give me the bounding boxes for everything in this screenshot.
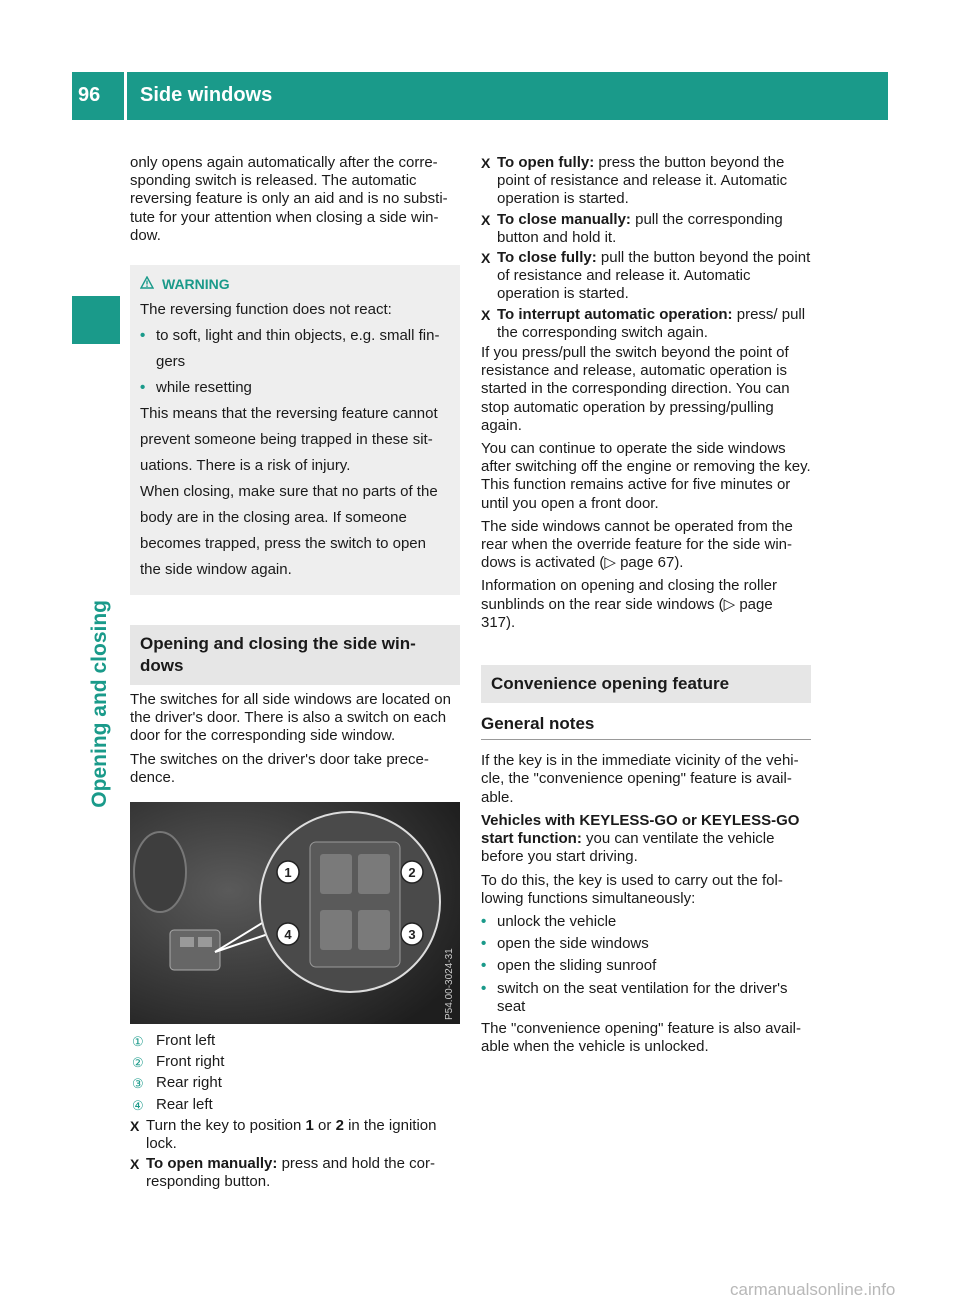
warning-title: WARNING — [162, 276, 230, 293]
step-label: To close manually: — [497, 210, 631, 228]
instruction-step — [130, 1117, 460, 1153]
list-item-text: unlock the vehicle — [497, 912, 617, 930]
callout-4: 4 — [284, 927, 292, 943]
instruction-step — [481, 211, 811, 247]
warning-bullet-text: to soft, light and thin objects, e.g. small fin- gers — [156, 327, 440, 371]
legend-label: Rear right — [156, 1074, 222, 1092]
legend-label: Front right — [156, 1053, 225, 1071]
door-switch-figure — [130, 802, 460, 1024]
instruction-step — [481, 154, 811, 209]
callout-2: 2 — [408, 865, 416, 881]
step-text: pull the corresponding button and hold it. — [497, 210, 783, 246]
right-column — [481, 154, 811, 1061]
callout-1: 1 — [284, 865, 292, 881]
section-heading: Convenience opening feature — [481, 665, 811, 703]
instruction-step — [481, 306, 811, 342]
step-label: To open fully: — [497, 154, 595, 171]
legend-number: ② — [132, 1055, 144, 1071]
warning-triangle-icon — [140, 271, 154, 297]
warning-bullet-text: while resetting — [156, 379, 252, 397]
legend-number: ① — [132, 1034, 144, 1050]
legend-item — [130, 1053, 460, 1071]
warning-bullet: • while resetting — [140, 379, 252, 397]
body-paragraph — [481, 518, 811, 573]
key-position: 2 — [335, 1116, 344, 1134]
callout-3: 3 — [408, 927, 416, 943]
step-arrow-icon: X — [481, 155, 491, 171]
step-arrow-icon: X — [481, 250, 491, 267]
left-column — [130, 154, 460, 1194]
bold-label: Vehicles with KEYLESS-GO or KEYLESS-GO start function: — [481, 811, 800, 848]
legend-item — [130, 1074, 460, 1092]
header-divider — [124, 72, 127, 120]
step-arrow-icon: X — [130, 1156, 140, 1173]
list-item: • open the sliding sunroof — [481, 957, 657, 975]
legend-item — [130, 1032, 460, 1050]
warning-bullet: • to soft, light and thin objects, e.g. small fin- gers — [140, 327, 440, 371]
step-text: in the ignition lock. — [146, 1116, 437, 1153]
step-text: press the button beyond the point of resistance and release it. Automatic operation is started. — [497, 154, 788, 208]
paragraph-text: you can ventilate the vehicle before you start driving. — [481, 830, 775, 866]
step-label: To open manually: — [146, 1155, 278, 1173]
side-section-title — [88, 600, 112, 880]
instruction-step — [130, 1155, 460, 1191]
page-reference-link[interactable]: ▷ page 67). — [604, 554, 684, 572]
page-number: 96 — [78, 84, 101, 106]
paragraph-text: The side windows cannot be operated from the rear when the override feature for the side win- dows is activated ( — [481, 517, 793, 572]
step-text: Turn the key to position — [146, 1116, 306, 1134]
warning-paragraph: This means that the reversing feature cannot prevent someone being trapped in these sit- uations. There is a risk of injury. — [140, 405, 438, 475]
warning-lead: The reversing function does not react: — [140, 301, 392, 319]
warning-paragraph: When closing, make sure that no parts of the body are in the closing area. If someone becomes trapped, press the switch to open the side window again. — [140, 483, 438, 579]
step-arrow-icon: X — [481, 211, 491, 228]
step-text: pull the button beyond the point of resistance and release it. Automatic operation is started. — [497, 249, 811, 303]
legend-number: ④ — [132, 1097, 144, 1113]
warning-box — [130, 265, 460, 595]
subsection-heading: General notes — [481, 715, 811, 740]
step-arrow-icon: X — [481, 306, 491, 323]
legend-label: Front left — [156, 1032, 216, 1050]
list-item: • unlock the vehicle — [481, 912, 617, 930]
step-text: or — [313, 1116, 336, 1134]
list-item-text: open the side windows — [497, 935, 649, 953]
page-reference-link[interactable]: ▷ page 317). — [481, 595, 773, 631]
instruction-step — [481, 249, 811, 304]
step-label: To interrupt automatic operation: — [497, 305, 733, 323]
step-label: To close fully: — [497, 249, 597, 267]
body-paragraph: The "convenience opening" feature is also avail- able when the vehicle is unlocked. — [481, 1019, 802, 1056]
body-paragraph: You can continue to operate the side windows after switching off the engine or removing the key. This function remains active for five minutes or until you open a front door. — [481, 440, 811, 512]
paragraph-text: Information on opening and closing the roller sunblinds on the rear side windows ( — [481, 577, 778, 613]
body-paragraph: The switches for all side windows are located on the driver's door. There is also a switch on each door for the corresponding side window. — [130, 691, 451, 745]
body-paragraph — [481, 812, 811, 867]
step-text: press/ pull the corresponding switch again. — [497, 305, 806, 341]
side-section-label: Opening and closing — [88, 600, 111, 808]
list-item: • open the side windows — [481, 935, 649, 953]
step-arrow-icon: X — [130, 1117, 140, 1134]
legend-label: Rear left — [156, 1095, 213, 1113]
list-item-text: open the sliding sunroof — [497, 957, 657, 975]
section-heading: Opening and closing the side win- dows — [130, 625, 460, 685]
section-marker — [72, 296, 120, 344]
footer-watermark: carmanualsonline.info — [730, 1280, 896, 1299]
legend-number: ③ — [132, 1076, 144, 1092]
figure-code: P54.00-3024-31 — [444, 948, 455, 1021]
step-text: press and hold the cor- responding button. — [146, 1155, 435, 1191]
key-position: 1 — [305, 1116, 314, 1134]
warning-heading — [140, 271, 450, 297]
body-paragraph — [481, 577, 811, 632]
body-paragraph: If the key is in the immediate vicinity of the vehi- cle, the "convenience opening" feature is avail- able. — [481, 752, 799, 806]
intro-paragraph: only opens again automatically after the corre- sponding switch is released. The automatic reversing feature is only an aid and is no substi- tute for your attention when closing a side win- dow. — [130, 154, 448, 244]
page-title: Side windows — [140, 84, 273, 106]
body-paragraph: To do this, the key is used to carry out the fol- lowing functions simultaneously: — [481, 871, 783, 907]
list-item: • switch on the seat ventilation for the driver's seat — [481, 979, 788, 1015]
legend-item — [130, 1096, 460, 1114]
body-paragraph: The switches on the driver's door take prece- dence. — [130, 750, 429, 786]
body-paragraph: If you press/pull the switch beyond the point of resistance and release, automatic operation is started in the corresponding direction. You can stop automatic operation by pressing/pulling again. — [481, 344, 790, 434]
list-item-text: switch on the seat ventilation for the driver's seat — [497, 979, 788, 1015]
